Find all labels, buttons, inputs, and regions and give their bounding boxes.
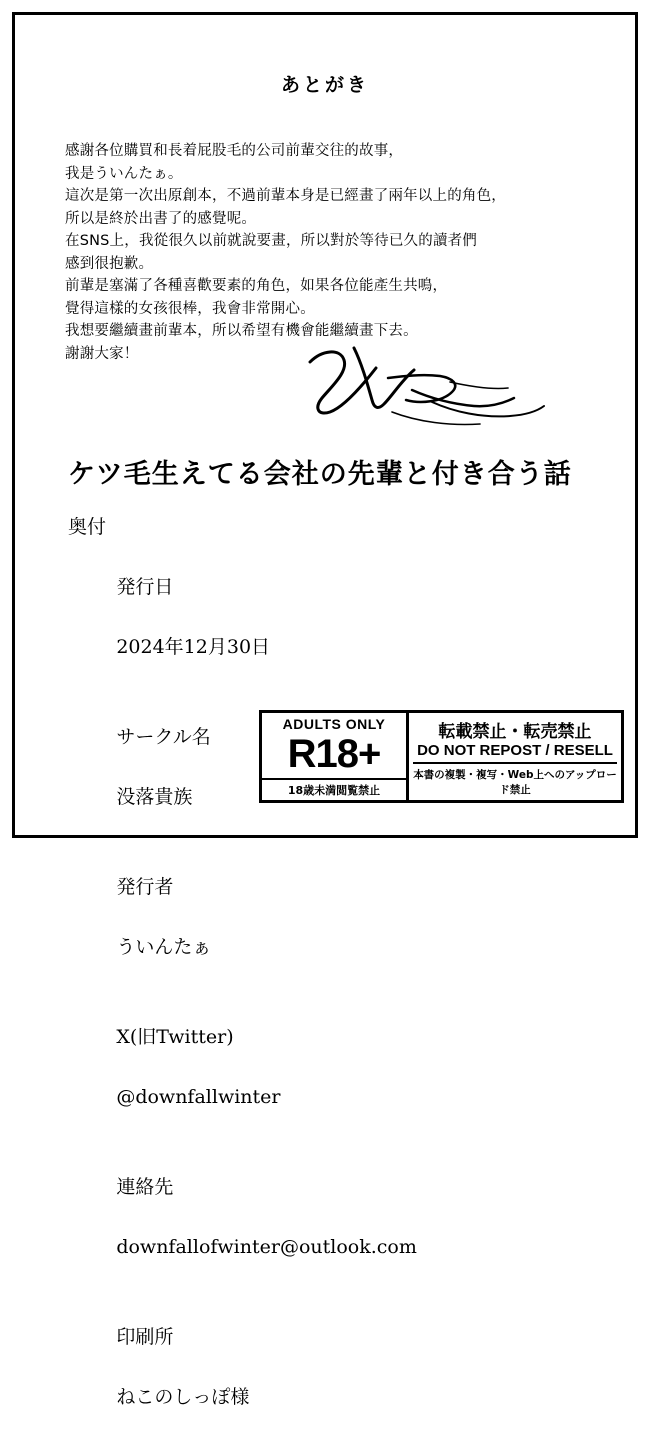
colophon-label: 発行者 — [116, 876, 174, 898]
afterword-line: 這次是第一次出原創本，不過前輩本身是已經畫了兩年以上的角色， — [65, 188, 506, 204]
afterword-line: 所以是終於出書了的感覺呢。 — [65, 210, 257, 227]
no-repost-badge — [409, 710, 624, 803]
afterword-line: 覺得這樣的女孩很棒，我會非常開心。 — [65, 300, 315, 317]
afterword-line: 謝謝大家！ — [65, 345, 139, 362]
r18-adults-only-label: ADULTS ONLY — [282, 716, 386, 732]
colophon-label: 印刷所 — [116, 1326, 174, 1348]
colophon-value: downfallofwinter@outlook.com — [116, 1236, 417, 1258]
afterword-line: 我是ういんたぁ。 — [65, 165, 183, 182]
colophon-label: サークル名 — [116, 726, 211, 748]
afterword-body — [65, 140, 585, 365]
r18-rating-label: R18+ — [287, 732, 381, 776]
colophon-block — [68, 512, 588, 1442]
colophon-row-twitter — [68, 992, 588, 1142]
colophon-value: 2024年12月30日 — [116, 636, 271, 658]
no-repost-japanese-label: 転載禁止・転売禁止 — [438, 722, 592, 742]
colophon-label: X(旧Twitter) — [116, 1026, 234, 1048]
page-content — [12, 12, 638, 1408]
badge-group — [259, 710, 624, 803]
book-title: ケツ毛生えてる会社の先輩と付き合う話 — [68, 459, 572, 490]
afterword-line: 前輩是塞滿了各種喜歡要素的角色，如果各位能產生共鳴， — [65, 278, 448, 294]
colophon-value: ういんたぁ — [116, 936, 212, 958]
colophon-value: ねこのしっぽ様 — [116, 1386, 250, 1408]
afterword-line: 在SNS上，我從很久以前就說要畫，所以對於等待已久的讀者們 — [65, 233, 478, 249]
afterword-line: 我想要繼續畫前輩本，所以希望有機會能繼續畫下去。 — [65, 323, 418, 339]
signature-icon — [292, 342, 552, 432]
no-repost-detail-label: 本書の複製・複写・Web上へのアップロード禁止 — [413, 762, 617, 797]
colophon-label: 発行日 — [116, 576, 174, 598]
no-repost-english-label: DO NOT REPOST / RESELL — [417, 742, 613, 759]
colophon-row-printer — [68, 1292, 588, 1442]
afterword-line: 感到很抱歉。 — [65, 255, 154, 272]
colophon-row-publication-date — [68, 542, 588, 692]
colophon-value: @downfallwinter — [116, 1086, 281, 1108]
colophon-row-publisher — [68, 842, 588, 992]
colophon-value: 没落貴族 — [116, 786, 193, 808]
colophon-label: 連絡先 — [116, 1176, 174, 1198]
r18-badge — [259, 710, 409, 803]
r18-japanese-label: 18歳未満閲覧禁止 — [262, 778, 406, 798]
colophon-row-contact — [68, 1142, 588, 1292]
afterword-line: 感謝各位購買和長着屁股毛的公司前輩交往的故事， — [65, 143, 404, 159]
colophon-heading: 奥付 — [68, 516, 107, 538]
afterword-heading: あとがき — [280, 74, 369, 96]
